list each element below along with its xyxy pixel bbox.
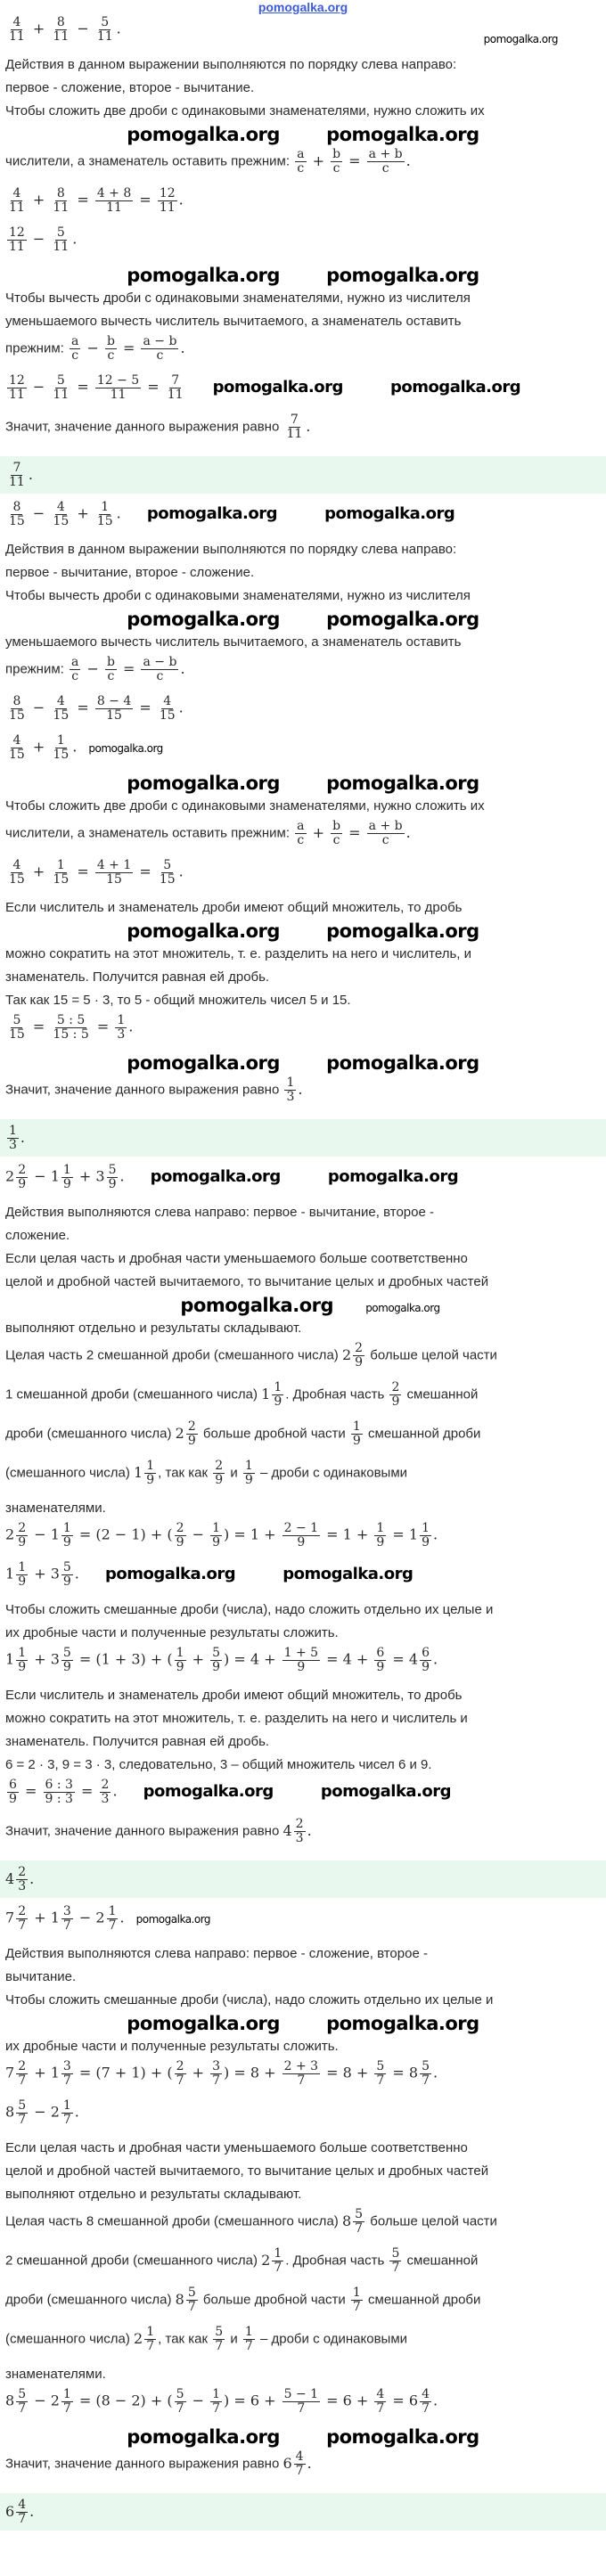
text-line: Действия в данном выражении выполняются по порядку слева направо: (5, 57, 457, 72)
text-line: вычитание. (5, 1969, 77, 1984)
text-line: Значит, значение данного выражения равно (5, 1082, 280, 1098)
text-span: смешанной дроби (368, 1426, 481, 1442)
text-line: Чтобы сложить смешанные дроби (числа), надо сложить отдельно их целые и (5, 1602, 494, 1617)
text-line: числители, а знаменатель оставить прежним: (5, 825, 290, 841)
solution-stream (5, 14, 601, 2536)
watermark: pomogalka.org (146, 503, 277, 523)
text-span: (смешанного числа) (5, 1465, 130, 1481)
watermark: pomogalka.org (88, 741, 163, 755)
text-line: можно сократить на этот множитель, т. е. разделить на него и числитель, и (5, 946, 471, 961)
text-line: Если целая часть и дробная части уменьшаемого больше соответственно (5, 1251, 468, 1266)
rule-line: числители, а знаменатель оставить прежним: $\frac{a}{c}$ + $\frac{b}{c}$ = $\frac{a + b}{c}$ . (5, 819, 411, 847)
text-line: знаменатель. Получится равная ей дробь. (5, 969, 270, 985)
watermark: pomogalka.org (104, 1564, 236, 1583)
problem-1-expression: $\frac{4}{11}$ + $\frac{8}{11}$ − $\frac{5}{11}$ . pomogalka.org (5, 14, 601, 53)
text-line: 6 = 2 · 3, 9 = 3 · 3, следовательно, 3 – общий множитель чисел 6 и 9. (5, 1757, 432, 1772)
result-line: Значит, значение данного выражения равно $\frac{7}{11}$ . (5, 413, 311, 441)
text-span: – дроби с одинаковыми (259, 2331, 408, 2347)
rule-line: числители, а знаменатель оставить прежним: $\frac{a}{c}$ + $\frac{b}{c}$ = $\frac{a + b}{c}$ . (5, 147, 411, 176)
text-span: больше целой части (370, 1347, 497, 1363)
watermark: pomogalka.org (365, 1302, 440, 1314)
problem-4-expression: 7 $\frac{2}{7}$ + 1 $\frac{3}{7}$ − 2 $\frac{1}{7}$ . pomogalka.org (5, 1904, 211, 1933)
math-step: 2 $\frac{2}{9}$ − 1 $\frac{1}{9}$ = (2 − 1) + ( $\frac{2}{9}$ − $\frac{1}{9}$ ) = 1 + $\frac{2 - 1}{9}$ = 1 + $\frac{1}{9}$ = 1 $\frac{1}{9}$ . (5, 1521, 438, 1550)
text-span: Целая часть 8 смешанной дроби (смешанного числа) (5, 2213, 339, 2229)
compare-line: 1 смешанной дроби (смешанного числа) 1 $\frac{1}{9}$ . Дробная часть $\frac{2}{9}$ смешанной (5, 1380, 479, 1409)
watermark: pomogalka.org (127, 265, 280, 286)
watermark: pomogalka.org (324, 503, 455, 523)
watermark: pomogalka.org (135, 1912, 211, 1926)
watermark-row (5, 920, 601, 943)
compare-line: 2 смешанной дроби (смешанного числа) 2 $\frac{1}{7}$ . Дробная часть $\frac{5}{7}$ смешанной (5, 2246, 479, 2275)
text-line: первое - сложение, второе - вычитание. (5, 80, 255, 95)
text-line: Действия выполняются слева направо: первое - сложение, второе - (5, 1946, 428, 1961)
compare-line: дроби (смешанного числа) 8 $\frac{5}{7}$ больше дробной части $\frac{1}{7}$ смешанной дроби (5, 2286, 481, 2314)
text-line: Чтобы вычесть дроби с одинаковыми знаменателями, нужно из числителя (5, 290, 471, 306)
watermark-row (5, 123, 601, 146)
text-line: уменьшаемого вычесть числитель вычитаемого, а знаменатель оставить (5, 634, 462, 650)
watermark: pomogalka.org (326, 2013, 479, 2034)
math-step: $\frac{12}{11}$ − $\frac{5}{11}$ . (9, 225, 78, 254)
text-line: уменьшаемого вычесть числитель вычитаемого, а знаменатель оставить (5, 314, 462, 329)
text-span: смешанной (406, 2253, 479, 2269)
compare-line: Целая часть 2 смешанной дроби (смешанного числа) 2 $\frac{2}{9}$ больше целой части (5, 1341, 497, 1370)
watermark: pomogalka.org (483, 33, 558, 45)
math-step: 7 $\frac{2}{7}$ + 1 $\frac{3}{7}$ = (7 + 1) + ( $\frac{2}{7}$ + $\frac{3}{7}$ ) = 8 + $\frac{2 + 3}{7}$ = 8 + $\frac{5}{7}$ = 8 $\frac{5}{7}$ . (5, 2059, 438, 2088)
rule-line: прежним: $\frac{a}{c}$ − $\frac{b}{c}$ = $\frac{a - b}{c}$ . (5, 334, 185, 363)
text-line: первое - вычитание, второе - сложение. (5, 565, 255, 580)
text-span: и (230, 2331, 238, 2347)
answer-box: $\frac{1}{3}$ . (0, 1119, 606, 1157)
math-step: $\frac{6}{9}$ = $\frac{6 : 3}{9 : 3}$ = $\frac{2}{3}$ . pomogalka.org pomogalka.org (9, 1778, 452, 1806)
text-span: 1 смешанной дроби (смешанного числа) (5, 1386, 258, 1402)
text-line: сложение. (5, 1228, 70, 1243)
answer-box: 4 $\frac{2}{3}$ . (0, 1860, 606, 1898)
text-line: Значит, значение данного выражения равно (5, 419, 280, 435)
text-line: их дробные части и полученные результаты сложить. (5, 1625, 339, 1640)
text-line: Так как 15 = 5 · 3, то 5 - общий множитель чисел 5 и 15. (5, 993, 351, 1008)
watermark: pomogalka.org (283, 1564, 414, 1583)
text-span: , так как (158, 2331, 209, 2347)
text-line: Чтобы сложить смешанные дроби (числа), надо сложить отдельно их целые и (5, 1992, 494, 2008)
text-span: и (230, 1465, 238, 1481)
watermark: pomogalka.org (180, 1295, 334, 1316)
answer-box: 6 $\frac{4}{7}$ . (0, 2493, 606, 2531)
text-line: выполняют отдельно и результаты складывают. (5, 2187, 302, 2202)
watermark-row (5, 772, 601, 795)
watermark: pomogalka.org (212, 377, 343, 397)
watermark: pomogalka.org (150, 1166, 281, 1186)
watermark-row (5, 2012, 601, 2035)
text-line: можно сократить на этот множитель, т. е. разделить на него и числитель и (5, 1711, 468, 1726)
watermark: pomogalka.org (127, 1052, 280, 1074)
watermark: pomogalka.org (127, 920, 280, 942)
site-title-link[interactable]: pomogalka.org (258, 0, 348, 14)
text-line: прежним: (5, 661, 64, 677)
text-span: Целая часть 2 смешанной дроби (смешанного числа) (5, 1347, 339, 1363)
math-step: 1 $\frac{1}{9}$ + 3 $\frac{5}{9}$ = (1 + 3) + ( $\frac{1}{9}$ + $\frac{5}{9}$ ) = 4 + $\frac{1 + 5}{9}$ = 4 + $\frac{6}{9}$ = 4 $\frac{6}{9}$ . (5, 1646, 438, 1674)
text-line: Если числитель и знаменатель дроби имеют общий множитель, то дробь (5, 1688, 463, 1703)
watermark-row (5, 1294, 601, 1317)
text-span: – дроби с одинаковыми (259, 1465, 408, 1481)
text-line: выполняют отдельно и результаты складывают. (5, 1321, 302, 1336)
text-line: Чтобы сложить две дроби с одинаковыми знаменателями, нужно сложить их (5, 798, 485, 814)
answer-box: $\frac{7}{11}$ . (0, 456, 606, 494)
math-step: 1 $\frac{1}{9}$ + 3 $\frac{5}{9}$ . pomogalka.org pomogalka.org (5, 1560, 414, 1589)
result-line: Значит, значение данного выражения равно 6 $\frac{4}{7}$ . (5, 2449, 312, 2478)
watermark: pomogalka.org (326, 773, 479, 794)
text-span: (смешанного числа) (5, 2331, 130, 2347)
text-line: числители, а знаменатель оставить прежним: (5, 153, 290, 169)
text-span: 2 смешанной дроби (смешанного числа) (5, 2253, 258, 2269)
watermark: pomogalka.org (127, 2013, 280, 2034)
watermark: pomogalka.org (326, 2426, 479, 2448)
rule-line: прежним: $\frac{a}{c}$ − $\frac{b}{c}$ = $\frac{a - b}{c}$ . (5, 655, 185, 683)
watermark: pomogalka.org (326, 920, 479, 942)
text-line: знаменателями. (5, 1501, 106, 1516)
text-line: их дробные части и полученные результаты сложить. (5, 2039, 339, 2054)
compare-line: дроби (смешанного числа) 2 $\frac{2}{9}$ больше дробной части $\frac{1}{9}$ смешанной дроби (5, 1419, 481, 1448)
compare-line: (смешанного числа) 1 $\frac{1}{9}$ , так как $\frac{2}{9}$ и $\frac{1}{9}$ – дроби с одинаковыми (5, 1459, 408, 1487)
text-line: Действия выполняются слева направо: первое - вычитание, второе - (5, 1205, 434, 1220)
watermark: pomogalka.org (327, 1166, 459, 1186)
text-span: дроби (смешанного числа) (5, 2292, 172, 2308)
text-span: . Дробная часть (285, 1386, 385, 1402)
watermark-row (5, 608, 601, 631)
watermark: pomogalka.org (326, 124, 479, 145)
text-line: Значит, значение данного выражения равно (5, 2456, 280, 2472)
text-span: , так как (158, 1465, 209, 1481)
math-step: 8 $\frac{5}{7}$ − 2 $\frac{1}{7}$ . (5, 2098, 79, 2127)
math-step: $\frac{8}{15}$ − $\frac{4}{15}$ = $\frac{8 - 4}{15}$ = $\frac{4}{15}$ . (9, 694, 184, 723)
math-step: $\frac{4}{15}$ + $\frac{1}{15}$ = $\frac{4 + 1}{15}$ = $\frac{5}{15}$ . (9, 858, 184, 887)
watermark: pomogalka.org (389, 377, 521, 397)
text-span: больше дробной части (202, 1426, 346, 1442)
text-line: Действия в данном выражении выполняются по порядку слева направо: (5, 542, 457, 557)
text-line: целой и дробной частей вычитаемого, то вычитание целых и дробных частей (5, 1274, 489, 1289)
problem-2-expression: $\frac{8}{15}$ − $\frac{4}{15}$ + $\frac{1}{15}$ . pomogalka.org pomogalka.org (9, 500, 455, 528)
problem-3-expression: 2 $\frac{2}{9}$ − 1 $\frac{1}{9}$ + 3 $\frac{5}{9}$ . pomogalka.org pomogalka.org (5, 1163, 459, 1191)
math-step: $\frac{4}{15}$ + $\frac{1}{15}$ . pomogalka.org (9, 733, 163, 762)
text-line: целой и дробной частей вычитаемого, то вычитание целых и дробных частей (5, 2163, 489, 2179)
text-line: Чтобы вычесть дроби с одинаковыми знаменателями, нужно из числителя (5, 588, 471, 603)
watermark: pomogalka.org (320, 1781, 452, 1801)
watermark-row (5, 1051, 601, 1075)
compare-line: Целая часть 8 смешанной дроби (смешанного числа) 8 $\frac{5}{7}$ больше целой части (5, 2207, 497, 2236)
watermark-row (5, 2425, 601, 2449)
watermark: pomogalka.org (127, 773, 280, 794)
math-step: $\frac{12}{11}$ − $\frac{5}{11}$ = $\frac{12 - 5}{11}$ = $\frac{7}{11}$ pomogalka.org pomogalka.org (9, 373, 521, 402)
watermark: pomogalka.org (143, 1781, 274, 1801)
watermark: pomogalka.org (127, 2426, 280, 2448)
watermark: pomogalka.org (127, 124, 280, 145)
text-line: знаменателями. (5, 2367, 106, 2382)
math-step: $\frac{5}{15}$ = $\frac{5 : 5}{15 : 5}$ = $\frac{1}{3}$ . (9, 1013, 134, 1042)
text-span: смешанной дроби (368, 2292, 481, 2308)
text-span: дроби (смешанного числа) (5, 1426, 172, 1442)
watermark: pomogalka.org (326, 609, 479, 630)
text-line: Если числитель и знаменатель дроби имеют общий множитель, то дробь (5, 900, 463, 915)
text-span: . Дробная часть (285, 2253, 385, 2269)
compare-line: (смешанного числа) 2 $\frac{1}{7}$ , так как $\frac{5}{7}$ и $\frac{1}{7}$ – дроби с одинаковыми (5, 2325, 408, 2353)
result-line: Значит, значение данного выражения равно 4 $\frac{2}{3}$ . (5, 1817, 312, 1845)
text-line: прежним: (5, 340, 64, 356)
watermark: pomogalka.org (326, 265, 479, 286)
math-step: $\frac{4}{11}$ + $\frac{8}{11}$ = $\frac{4 + 8}{11}$ = $\frac{12}{11}$ . (9, 186, 184, 215)
watermark: pomogalka.org (127, 609, 280, 630)
text-span: больше дробной части (202, 2292, 346, 2308)
text-line: Чтобы сложить две дроби с одинаковыми знаменателями, нужно сложить их (5, 103, 485, 119)
watermark-row (5, 264, 601, 287)
result-line: Значит, значение данного выражения равно $\frac{1}{3}$ . (5, 1075, 303, 1104)
text-span: смешанной (406, 1386, 479, 1402)
text-line: Значит, значение данного выражения равно (5, 1823, 280, 1839)
text-span: больше целой части (370, 2213, 497, 2229)
math-step: 8 $\frac{5}{7}$ − 2 $\frac{1}{7}$ = (8 − 2) + ( $\frac{5}{7}$ − $\frac{1}{7}$ ) = 6 + $\frac{5 - 1}{7}$ = 6 + $\frac{4}{7}$ = 6 $\frac{4}{7}$ . (5, 2387, 438, 2416)
text-line: Если целая часть и дробная части уменьшаемого больше соответственно (5, 2140, 468, 2155)
text-line: знаменатель. Получится равная ей дробь. (5, 1734, 270, 1749)
watermark: pomogalka.org (326, 1052, 479, 1074)
